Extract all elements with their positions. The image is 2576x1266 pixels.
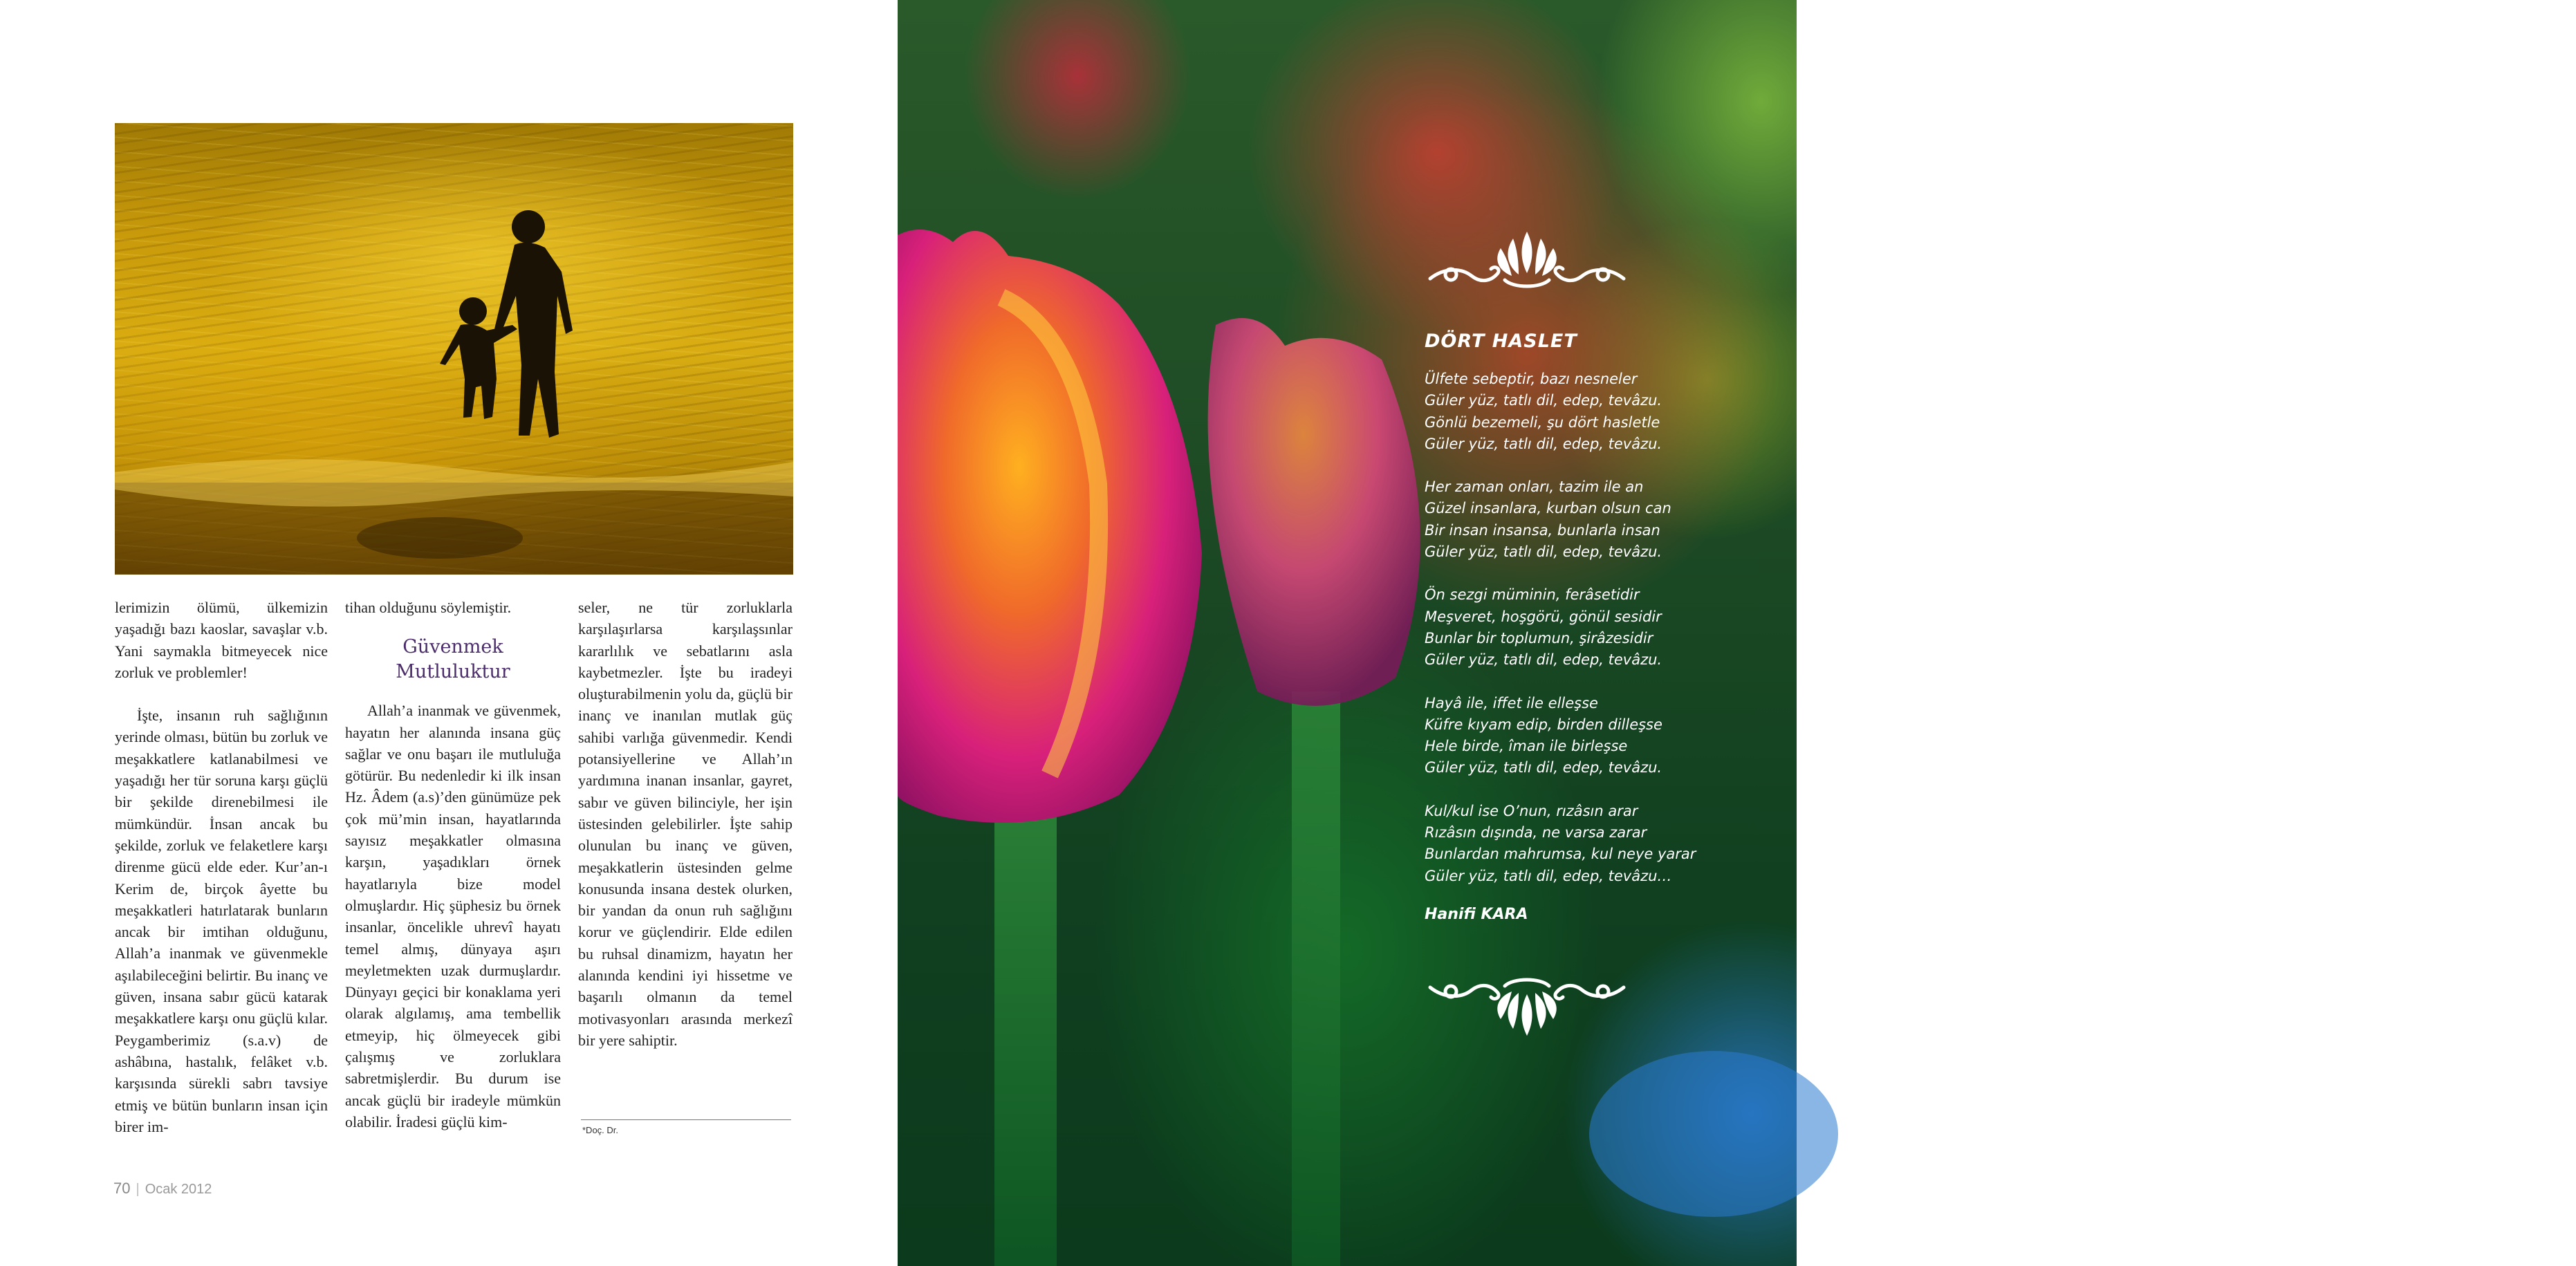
poem-title: DÖRT HASLET xyxy=(1425,331,1577,352)
paragraph: Allah’a inanmak ve güvenmek, hayatın her alanında insana güç sağlar ve onu başarı ile mutluluğa götürür. Bu nedenledir ki ilk insan Hz. Âdem (a.s)’den günümüze pek çok mü’min insan, hayatlarında sayısız meşakkatler olmasına karşın, yaşadıkları örnek hayatlarıyla bize model olmuşlardır. Hiç şüphesiz bu örnek insanlar, öncelikle uhrevî hayatı temel almış, dünyaya aşırı meyletmekten uzak durmuşlardır. Dünyayı geçici bir konaklama yeri olarak algılamış, ama tembellik etmeyip, hiç ölmeyecek gibi çalışmış ve zorluklara sabretmişlerdir. Bu durum ise ancak güçlü bir iradeyle mümkün olabilir. İradesi güçlü kim- xyxy=(345,702,561,1130)
footer-separator: | xyxy=(136,1182,140,1197)
brand-name-part1: Somuncu xyxy=(2455,1182,2514,1197)
page-number: 70 xyxy=(113,1180,131,1197)
stanza xyxy=(1425,584,1743,671)
poem-line: Bir insan insansa, bunlarla insan xyxy=(1425,521,1660,539)
poem-line: Rızâsın dışında, ne varsa zarar xyxy=(1425,824,1647,841)
poem-line: Bunlardan mahrumsa, kul neye yarar xyxy=(1425,846,1696,863)
stanza xyxy=(1425,693,1743,779)
page-footer-left xyxy=(113,1180,212,1198)
poem-block xyxy=(1425,228,1743,923)
poem-line: Güler yüz, tatlı dil, edep, tevâzu. xyxy=(1425,543,1662,561)
text-column-1 xyxy=(115,597,328,1137)
text-column-3 xyxy=(578,597,793,1051)
poem-line: Ön sezgi müminin, ferâsetidir xyxy=(1425,586,1640,604)
right-page xyxy=(898,0,2576,1266)
poem-line: Gönlü bezemeli, şu dört hasletle xyxy=(1425,413,1660,431)
poem-line: Güler yüz, tatlı dil, edep, tevâzu. xyxy=(1425,435,1662,452)
paragraph: lerimizin ölümü, ülkemizin yaşadığı bazı kaoslar, savaşlar v.b. Yani saymakla bitmeyecek nice zorluk ve problemler! xyxy=(115,599,328,681)
paragraph: seler, ne tür zorluklarla karşılaşırlarsa karşılaşsınlar kararlılık ve sebatlarını asla kaybetmezler. İşte bu iradeyi oluşturabilmenin yolu da, güçlü bir inanç ve inanılan mutlak güç sahibi varlığa güvenmedir. Kendi potansiyellerine ve Allah’ın yardımına inanan insanlar, gayret, sabır ve güven bilinciyle, her işin üstesinden gelebilirler. İşte sahip olunulan bu inanç ve güven, meşakkatlerin üstesinden gelme konusunda insana destek olurken, bir yandan da onun ruh sağlığını korur ve güçlendirir. Elde edilen bu ruhsal dinamizm, hayatın her alanında kendini iyi hissetme ve başarılı olmanın da temel motivasyonları arasında merkezî bir yere sahiptir. xyxy=(578,599,793,1049)
poem-line: Meşveret, hoşgörü, gönül sesidir xyxy=(1425,608,1662,625)
ornament-bottom-icon xyxy=(1423,967,1631,1043)
poem-line: Küfre kıyam edip, birden dilleşse xyxy=(1425,716,1662,733)
silhouette-illustration xyxy=(115,123,793,575)
beach-silhouette-photo xyxy=(115,123,793,575)
poem-line: Ülfete sebeptir, bazı nesneler xyxy=(1425,371,1638,387)
stanza xyxy=(1425,476,1743,563)
poem-line: Güler yüz, tatlı dil, edep, tevâzu. xyxy=(1425,759,1662,776)
issue-date: Ocak 2012 xyxy=(145,1182,212,1197)
paragraph: tihan olduğunu söylemiştir. xyxy=(345,599,512,616)
section-heading: Güvenmek Mutluluktur xyxy=(396,636,510,683)
brand-name-part2: Baba xyxy=(2513,1182,2546,1197)
page-number: 71 xyxy=(2559,1180,2576,1197)
left-page xyxy=(0,0,898,1266)
poem-line: Güler yüz, tatlı dil, edep, tevâzu… xyxy=(1425,867,1672,884)
page-footer-right xyxy=(2455,1180,2576,1198)
poem-line: Güler yüz, tatlı dil, edep, tevâzu. xyxy=(1425,651,1662,669)
poem-author: Hanifi KARA xyxy=(1425,905,1528,923)
poem-line: Hele birde, îman ile birleşse xyxy=(1425,738,1628,755)
poem-line: Kul/kul ise O’nun, rızâsın arar xyxy=(1425,802,1638,819)
text-column-2 xyxy=(345,597,561,1133)
poem-line: Güler yüz, tatlı dil, edep, tevâzu. xyxy=(1425,392,1662,409)
footnote: *Doç. Dr. xyxy=(582,1125,619,1135)
poem-line: Her zaman onları, tazim ile an xyxy=(1425,478,1644,496)
poem-line: Bunlar bir toplumun, şirâzesidir xyxy=(1425,629,1653,646)
poem-line: Hayâ ile, iffet ile elleşse xyxy=(1425,694,1598,711)
footnote-divider xyxy=(581,1119,791,1120)
stanza xyxy=(1425,801,1743,887)
poem-line: Güzel insanlara, kurban olsun can xyxy=(1425,500,1671,517)
footer-separator: | xyxy=(2550,1182,2555,1197)
stanza xyxy=(1425,369,1743,455)
paragraph: İşte, insanın ruh sağlığının yerinde olması, bütün bu zorluk ve meşakkatlere katlanabilmesi ve yaşadığı her tür soruna karşı güçlü bir şekilde direnebilmesi ile mümkündür. İnsan ancak bu şekilde, zorluk ve felaketlere karşı direnme gücü elde eder. Kur’an-ı Kerim de, birçok âyette bu meşakkatleri hatırlatarak bunların ancak bir imtihan olduğunu, Allah’a inanmak ve güvenmekle aşılabileceğini belirtir. Bu inanç ve güven, insana sabır gücü katarak meşakkatlere karşı onu güçlü kılar. Peygamberimiz (s.a.v) de ashâbına, hastalık, felâket v.b. karşısında sürekli sabrı tavsiye etmiş ve bütün bunların insan için birer im- xyxy=(115,707,328,1135)
